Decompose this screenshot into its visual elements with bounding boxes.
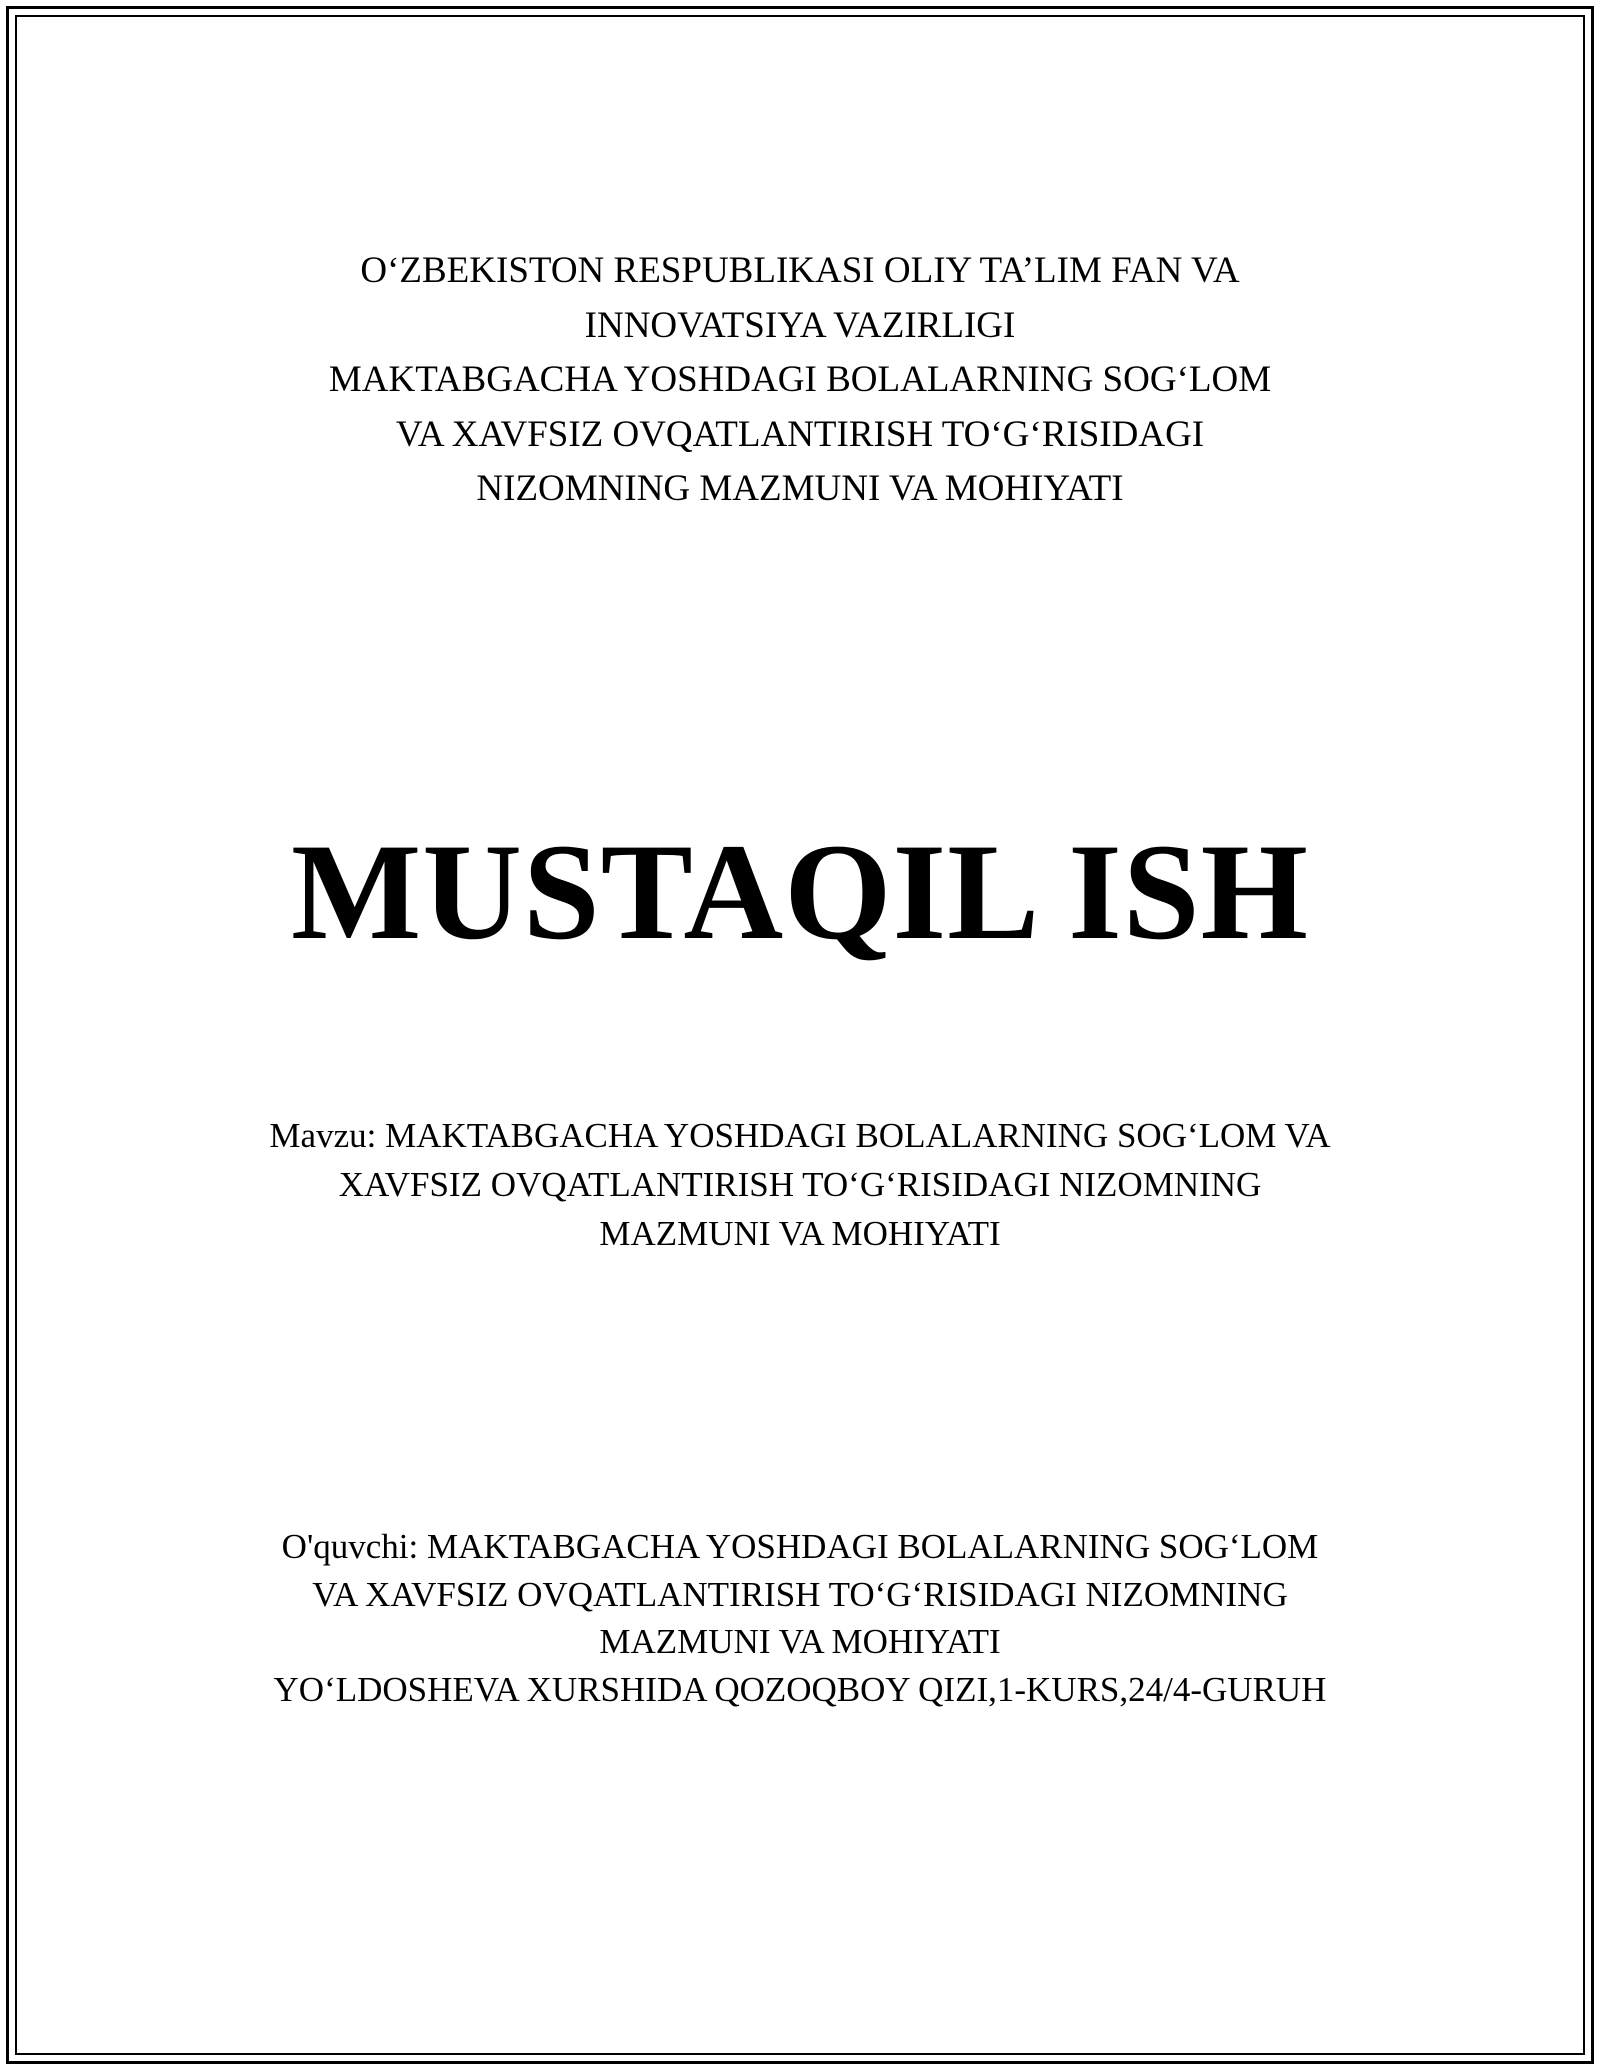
topic-line: MAZMUNI VA MOHIYATI — [599, 1214, 1001, 1253]
student-line: O'quvchi: MAKTABGACHA YOSHDAGI BOLALARNING SOG‘LOM — [281, 1527, 1319, 1566]
header-line: VA XAVFSIZ OVQATLANTIRISH TO‘G‘RISIDAGI — [395, 413, 1205, 455]
student-line: VA XAVFSIZ OVQATLANTIRISH TO‘G‘RISIDAGI NIZOMNING — [312, 1574, 1288, 1614]
topic-block — [0, 1111, 1600, 1258]
student-line: MAZMUNI VA MOHIYATI — [599, 1622, 1001, 1661]
student-line: YO‘LDOSHEVA XURSHIDA QOZOQBOY QIZI,1-KURS,24/4-GURUH — [273, 1669, 1327, 1709]
header-line: MAKTABGACHA YOSHDAGI BOLALARNING SOG‘LOM — [328, 359, 1272, 400]
ministry-header — [0, 244, 1600, 517]
header-line: O‘ZBEKISTON RESPUBLIKASI OLIY TA’LIM FAN VA — [360, 250, 1240, 291]
header-line: INNOVATSIYA VAZIRLIGI — [584, 304, 1016, 346]
header-line: NIZOMNING MAZMUNI VA MOHIYATI — [476, 468, 1124, 509]
document-title — [0, 812, 1600, 972]
student-block — [0, 1523, 1600, 1713]
title-text: MUSTAQIL ISH — [291, 815, 1309, 968]
topic-line: Mavzu: MAKTABGACHA YOSHDAGI BOLALARNING SOG‘LOM VA — [269, 1116, 1331, 1155]
topic-line: XAVFSIZ OVQATLANTIRISH TO‘G‘RISIDAGI NIZOMNING — [338, 1165, 1262, 1204]
